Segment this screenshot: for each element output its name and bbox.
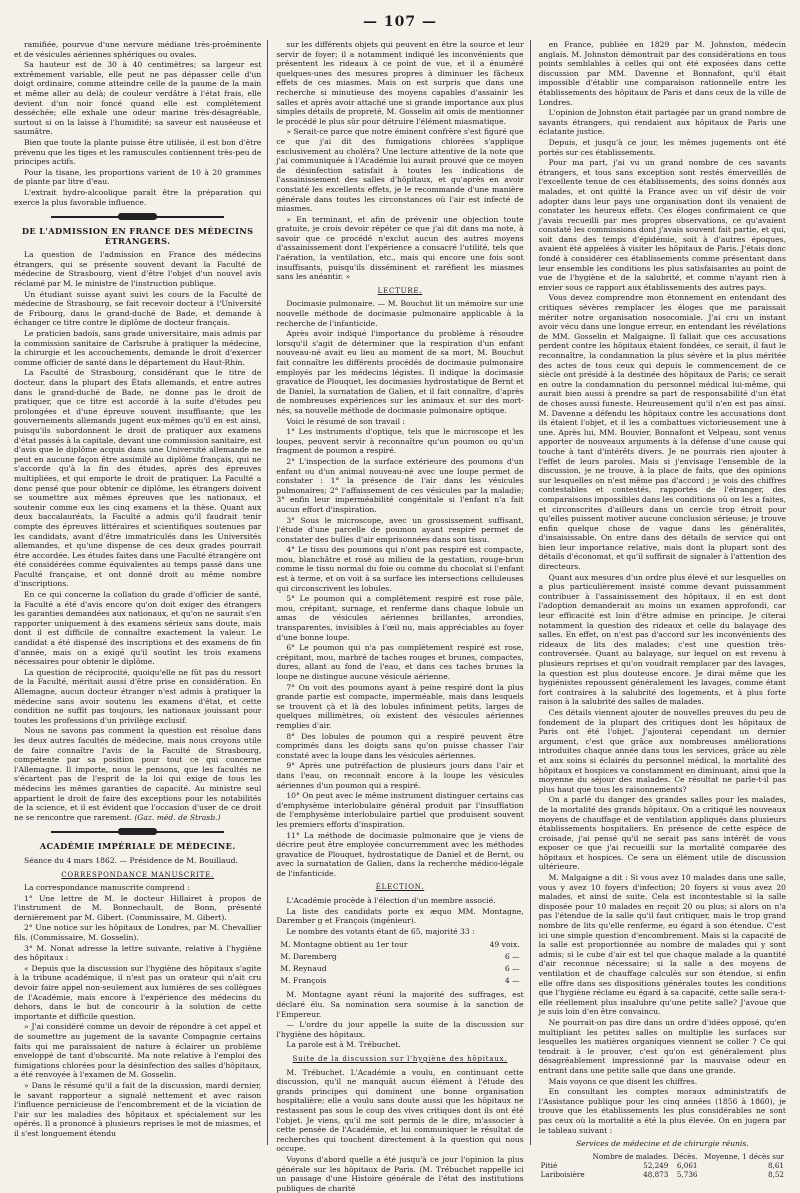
paragraph: 4° Le tissu des poumons qui n'ont pas respiré est compacte, mou, blanchâtre et rosé au milieu de la gestation, rouge-brun comme le tissu normal du foie ou comme du chocolat si l'enfant est à terme, et on voit à sa surface les intersections celluleuses qui circonscrivent les lobules.: [276, 545, 524, 593]
section-divider: [14, 213, 261, 220]
article-columns: [14, 40, 786, 1193]
table-header: Moyenne, 1 décès sur: [704, 1151, 784, 1161]
paragraph: 6° Le poumon qui n'a pas complétement respiré est rose, crépitant, mou, marbré de taches rouges et brunes, compactes, dures, allant au fond de l'eau, et dans ces taches brunes la loupe ne distingue aucune vésicule aérienne.: [276, 643, 524, 681]
paragraph: On a parlé du danger des grandes salles pour les malades, de la mortalité des grands hôpitaux. On a critiqué les nouveaux moyens de chauffage et de ventilation appliqués dans plusieurs établissements hospitaliers. En présence de cette espèce de croisade, j'ai pensé qu'il ne serait pas sans intérêt de vous exposer ce que j'ai recueilli sur la mortalité comparée des hôpitaux et hospices. Ce sera un élément utile de discussion ultérieure.: [538, 795, 786, 872]
paragraph: Voici le résumé de son travail :: [286, 416, 405, 426]
table-header: Décès.: [673, 1151, 698, 1161]
section-title-academie: ACADÉMIE IMPÉRIALE DE MÉDECINE.: [39, 841, 236, 852]
paragraph: La question de l'admission en France des médecins étrangers, qui se présente souvent devant la Faculté de médecine de Strasbourg, vient d'être l'objet d'un nouvel avis réclamé par M. le ministre de l'instruction publique.: [14, 250, 262, 289]
mortality-table: [539, 1152, 786, 1179]
paragraph: Ces détails viennent ajouter de nouvelles preuves du peu de fondement de la plupart des critiques dont les hôpitaux de Paris ont été l'objet. J'ajouterai cependant un dernier argument, c'est que grâce aux nombreuses améliorations introduites chaque année dans tous les services, grâce au zèle et aux soins si éclairés du personnel médical, la mortalité des hôpitaux et hospices va constamment en diminuant, ainsi que la moyenne du séjour des malades. Ce résultat ne parle-t-il pas plus haut que tous les raisonnements?: [538, 707, 786, 794]
table-cell: Lariboisière: [540, 1169, 585, 1179]
paragraph-text: Nous ne savons pas comment la question est résolue dans les deux autres facultés de médecine, mais nous croyons utile de faire connaître l'avis de la Faculté de Strasbourg, compétente par sa position pour tout ce qui concerne l'Allemagne. Il importe, nous le pensons, que les facultés ne s'écartent pas de l'esprit de la loi qui exige de tous les médecins les mêmes garanties de capacité. Au ministre seul appartient le droit de faire des exceptions pour les notabilités de la science, et il est évident que l'occasion d'user de ce droit ne se rencontre que rarement.: [14, 726, 262, 822]
table-row: [278, 976, 521, 986]
table-cell: 8,61: [767, 1160, 784, 1170]
table-row: [278, 964, 521, 974]
paragraph: Bien que toute la plante puisse être utilisée, il est bon d'être prévenu que les tiges et les ramuscules contiennent très-peu de principes actifs.: [14, 137, 262, 167]
paragraph: « Depuis que la discussion sur l'hygiène des hôpitaux s'agite à la tribune académique, il n'est pas un orateur qui n'ait cru devoir faire appel non-seulement aux lumières de ses collègues de l'Académie, mais encore à l'expérience des médecins du dehors, dans le but de concourir à la solution de cette importante et difficile question.: [14, 963, 262, 1021]
table-row: [539, 1161, 786, 1170]
table-header: [539, 1152, 588, 1161]
paragraph: La liste des candidats porte ex æquo MM. Montagne, Darember g et François (ingénieur).: [276, 906, 524, 926]
paragraph: sur les différents objets qui peuvent en être la source et leur servir de foyer; il a notamment indiqué les inconvénients que présentent les rideaux à ce point de vue, et il a énuméré quelques-unes des mesures propres à diminuer les fâcheux effets de ces miasmes. Mais on est surpris que dans une recherche si minutieuse des moyens capables d'assainir les salles et après avoir attaché une si grande importance aux plus simples détails de propreté, M. Gosselin ait omis de mentionner le procédé le plus sûr pour détruire l'élément miasmatique.: [276, 40, 524, 126]
paragraph: 2° Une notice sur les hôpitaux de Londres, par M. Chevallier fils. (Commissaire, M. Gosselin).: [14, 923, 262, 943]
vote-candidate: M. François: [280, 976, 327, 986]
paragraph: » En terminant, et afin de prévenir une objection toute gratuite, je crois devoir répéter ce que j'ai dit dans ma note, à savoir que ce procédé n'exclut aucun des autres moyens d'assainissement dont l'expérience a consacré l'utilité, tels que l'aération, la ventilation, etc., mais qui encore une fois sont insuffisants, puisqu'ils disséminent et raréfient les miasmes sans les anéantir. »: [276, 214, 524, 282]
table-cell: 5,736: [676, 1169, 698, 1179]
vote-candidate: M. Reynaud: [280, 964, 327, 974]
subsection-title-suite: Suite de la discussion sur l'hygiène des hôpitaux.: [292, 1055, 508, 1063]
table-cell: 6,061: [676, 1160, 698, 1170]
column-left: [14, 40, 268, 1145]
paragraph: 3° Sous le microscope, avec un grossissement suffisant, l'étude d'une parcelle de poumon ayant respiré permet de constater des bulles d'air emprisonnées dans son tissu.: [276, 515, 524, 544]
subsection-title-correspondance: CORRESPONDANCE MANUSCRITE.: [61, 870, 215, 879]
stat-table-title: Services de médecine et de chirurgie réunis.: [575, 1139, 749, 1149]
paragraph: Pour ma part, j'ai vu un grand nombre de ces savants étrangers, et tous sans exception sont restés émerveillés de l'excellente tenue de ces établissements, des soins donnés aux malades, et ont quitté la France avec un vif désir de voir adopter dans leur pays une organisation dont ils venaient de constater les heureux effets. Ces éloges confirmaient ce que j'avais recueilli par mes propres observations, ce qu'avaient constaté les commissions dont j'avais souvent fait partie, et qui, soit dans des temps d'épidémie, soit à d'autres époques, avaient été appelées à visiter les hôpitaux de Paris. J'étais donc fondé à considérer ces établissements comme présentant dans leur ensemble les conditions les plus satisfaisantes au point de vue de l'hygiène et de la salubrité, et comme n'ayant rien à envier sous ce rapport aux établissements des autres pays.: [538, 158, 786, 292]
vote-table: [276, 938, 523, 988]
paragraph: 9° Après une putréfaction de plusieurs jours dans l'air et dans l'eau, on reconnaît encore à la loupe les vésicules aériennes d'un poumon qui a respiré.: [276, 761, 524, 790]
paragraph: La question de réciprocité, quoiqu'elle ne fût pas du ressort de la Faculté, méritait aussi d'être prise en considération. En Allemagne, aucun docteur étranger n'est admis à pratiquer la médecine sans avoir soutenu les examens d'état, et cette condition ne suffit pas toujours, les nationaux jouissant pour toutes les professions d'un privilège exclusif.: [14, 667, 262, 725]
table-cell: 8,52: [767, 1169, 784, 1179]
paragraph: 1° Les instruments d'optique, tels que le microscope et les loupes, peuvent servir à reconnaître qu'un poumon ou qu'un fragment de poumon a respiré.: [276, 427, 524, 456]
paragraph: En consultant les comptes moraux administratifs de l'Assistance publique pour les cinq années (1856 à 1860), je trouve que les établissements les plus considérables ne sont pas ceux où la mortalité a été la plus élevée. On en jugera par le tableau suivant :: [538, 1087, 786, 1135]
paragraph: Le nombre des votants étant de 65, majorité 33 :: [286, 926, 475, 936]
paragraph: [14, 726, 261, 822]
subsection-title-election: ÉLECTION.: [375, 883, 425, 892]
paragraph: — L'ordre du jour appelle la suite de la discussion sur l'hygiène des hôpitaux.: [276, 1020, 524, 1039]
paragraph: Mais voyons ce que disent les chiffres.: [548, 1076, 698, 1086]
table-cell: Pitié: [540, 1160, 558, 1170]
paragraph: 8° Des lobules de poumon qui a respiré peuvent être comprimés dans les doigts sans qu'on puisse chasser l'air constaté avec la loupe dans les vésicules aériennes.: [276, 731, 524, 760]
column-right: [538, 40, 786, 1179]
paragraph: M. Trébuchet. L'Académie a voulu, en continuant cette discussion, qu'il ne manquât aucun élément à l'étude des grands principes qui dominent une bonne organisation hospitalière; elle a voulu sans doute aussi que les hôpitaux ne restassent pas sous le coup des vives critiques dont ils ont été l'objet. Je viens, qu'il me soit permis de le dire, m'associer à cette pensée de l'Académie, et lui communiquer le résultat de recherches qui touchent directement à la question qui nous occupe.: [276, 1067, 524, 1154]
paragraph: 1° Une lettre de M. le docteur Hillairet à propos de l'instrument de M. Bonnechault, de Bonn, présenté dernièrement par M. Gibert. (Commissaire, M. Gibert).: [14, 893, 262, 922]
vote-count: 4 —: [504, 976, 520, 986]
paragraph: Voyons d'abord quelle a été jusqu'à ce jour l'opinion la plus générale sur les hôpitaux de Paris. (M. Trébuchet rappelle ici un passage d'une Histoire générale de l'état des institutions publiques de charité: [276, 1154, 524, 1193]
paragraph: Après avoir indiqué l'importance du problème à résoudre lorsqu'il s'agit de déterminer que la respiration d'un enfant nouveau-né avait eu lieu au moment de sa mort, M. Bouchut fait connaître les différents procédés de docimasie pulmonaire employés par les médecins légistes. Il indique la docimasie gravatice de Plouquet, les docimasies hydrostatique de Bernt et de Daniel, la surnatation de Galien, et il fait connaître, d'après de nombreuses expériences sur les animaux et sur des mort-nés, sa nouvelle méthode de docimasie pulmonaire optique.: [276, 329, 524, 415]
subsection-title-lecture: LECTURE.: [377, 286, 423, 295]
paragraph: M. Malgaigne a dit : Si vous avez 10 malades dans une salle, vous y avez 10 foyers d'infection; 20 foyers si vous avez 20 malades, et ainsi de suite. Cela est incontestable si la salle disposée pour 10 malades en reçoit 20 ou plus; si alors on n'a pas l'étendue de la salle qu'il faut critiquer, mais le trop grand nombre de lits qu'elle renferme, eu égard à son étendue. C'est ici une simple question d'encombrement. Mais si la capacité de la salle est proportionnée au nombre de malades qui y sont admis; si le cube d'air est tel que chaque malade a la quantité d'air reconnue nécessaire; si la salle a des moyens de ventilation et de chauffage calculés sur son étendue, si enfin elle offre dans ses dispositions générales toutes les conditions que l'hygiène réclame eu égard à sa capacité, cette salle sera-t-elle réellement plus insalubre qu'une petite salle? J'avoue que je suis loin d'en être convaincu.: [538, 873, 786, 1017]
paragraph: Sa hauteur est de 30 à 40 centimètres; sa largeur est extrêmement variable, elle peut ne pas dépasser celle d'un doigt ordinaire, comme atteindre celle de la paume de la main et même aller au delà; de couleur verdâtre à l'état frais, elle devient d'un noir foncé quand elle est complétement desséchée; elle exhale une odeur marine très-désagréable, surtout si on la laisse à l'humidité; sa saveur est nauséeuse et saumâtre.: [14, 60, 262, 137]
table-row: [278, 952, 521, 962]
paragraph: 7° On voit des poumons ayant à peine respiré dont la plus grande partie est compacte, imperméable, mais dans lesquels se trouvent çà et là des lobules infiniment petits, larges de quelques millimètres, où existent des vésicules aériennes remplies d'air.: [276, 682, 524, 730]
paragraph: Ne pourrait-on pas dire dans un ordre d'idées opposé, qu'en multipliant les petites salles on multiplie les surfaces sur lesquelles les matières organiques viennent se coller ? Ce qui tendrait à le prouver, c'est qu'on est généralement plus désagréablement impressionné par la mauvaise odeur en entrant dans une petite salle que dans une grande.: [538, 1017, 786, 1075]
vote-count: 6 —: [504, 952, 520, 962]
paragraph: en France, publiée en 1829 par M. Johnston, médecin anglais. M. Johnston démontrait par des considérations en tous points semblables à celles qui ont été exposées dans cette discussion par MM. Davenne et Bonnafont, qu'il était impossible d'établir une comparaison rationnelle entre les établissements des hôpitaux de Paris et dans ceux de la ville de Londres.: [538, 40, 786, 107]
paragraph: 3° M. Nonat adresse la lettre suivante, relative à l'hygiène des hôpitaux :: [14, 943, 262, 963]
session-line: Séance du 4 mars 1862. — Présidence de M. Bouillaud.: [24, 855, 238, 865]
table-row: [539, 1170, 786, 1179]
paragraph: » J'ai considéré comme un devoir de répondre à cet appel et de soumettre au jugement de la savante Compagnie certains faits qui me paraissaient de nature à éclairer un problème enveloppé de tant d'obscurité. Ma note relative à l'emploi des fumigations chlorées pour la désinfection des salles d'hôpitaux, a été renvoyée à l'examen de M. Gosselin.: [14, 1022, 262, 1080]
paragraph: M. Montagne ayant réuni la majorité des suffrages, est déclaré élu. Sa nomination sera soumise à la sanction de l'Empereur.: [276, 990, 524, 1019]
section-divider: [14, 828, 261, 835]
paragraph: Depuis, et jusqu'à ce jour, les mêmes jugements ont été portés sur ces établissements.: [538, 137, 786, 157]
paragraph: La correspondance manuscrite comprend :: [24, 883, 190, 893]
table-cell: 48,873: [643, 1169, 669, 1179]
paragraph: L'opinion de Johnston était partagée par un grand nombre de savants étrangers, qui rendaient aux hôpitaux de Paris une éclatante justice.: [538, 108, 786, 137]
paragraph: Un étudiant suisse ayant suivi les cours de la Faculté de médecine de Strasbourg, se fait recevoir docteur à l'Université de Fribourg, dans le grand-duché de Bade, et demande à échanger ce titre contre le diplôme de docteur français.: [14, 289, 262, 328]
column-middle: [276, 40, 530, 1193]
table-cell: 52,249: [643, 1160, 669, 1170]
section-title-admission: DE L'ADMISSION EN FRANCE DES MÉDECINS ÉTRANGERS.: [21, 226, 254, 246]
vote-candidate: M. Daremberg: [280, 952, 337, 962]
paragraph: 2° L'inspection de la surface extérieure des poumons d'un enfant ou d'un animal nouveau-né avec une loupe permet de constater : 1° la présence de l'air dans les vésicules pulmonaires; 2° l'affaissement de ces vésicules par la maladie; 3° enfin leur imperméabilité congénitale si l'enfant n'a fait aucun effort d'inspiration.: [276, 456, 524, 514]
paragraph: ramifiée, pourvue d'une nervure médiane très-proéminente et de vésicules aériennes sphériques ou ovales.: [14, 40, 262, 59]
paragraph: En ce qui concerne la collation du grade d'officier de santé, la Faculté a été d'avis encore qu'on doit exiger des étrangers les garanties demandées aux nationaux, et qu'on ne saurait s'en rapporter uniquement à des examens sérieux sans doute, mais dont il est difficile de connaître exactement la valeur. Le candidat a été dispensé des inscriptions et des examens de fin d'année, mais on a exigé qu'il soutînt les trois examens nécessaires pour obtenir le diplôme.: [14, 590, 262, 667]
page-number: — 107 —: [363, 14, 437, 30]
table-header-row: [539, 1152, 786, 1161]
paragraph: 5° Le poumon qui a complétement respiré est rose pâle, mou, crépitant, surnage, et renferme dans chaque lobule un amas de vésicules aériennes brillantes, arrondies, transparentes, invisibles à l'œil nu, mais appréciables au foyer d'une bonne loupe.: [276, 594, 524, 642]
paragraph: La parole est à M. Trébuchet.: [286, 1040, 401, 1050]
vote-count: 6 —: [504, 964, 520, 974]
table-header: Nombre de malades.: [592, 1151, 669, 1161]
paragraph: La Faculté de Strasbourg, considérant que le titre de docteur, dans la plupart des États allemands, et entre autres dans le grand-duché de Bade, ne donne pas le droit de pratiquer, que ce titre est accordé à la suite d'études peu prolongées et d'une épreuve souvent insuffisante; que les gouvernements allemands jugent eux-mêmes qu'il en est ainsi, puisqu'ils subordonnent le droit de pratiquer aux examens d'état passés à la capitale, devant une commission sanitaire, est d'avis que le diplôme acquis dans une Université allemande ne peut en aucune façon être assimilé au diplôme français, qui ne s'accorde qu'à la fin des études, après des épreuves multipliées, et qui emporte le droit de pratiquer. La Faculté a donc pensé que pour obtenir ce diplôme, les étrangers doivent se soumettre aux mêmes épreuves que les nationaux, et soutenir comme eux les cinq examens et la thèse. Quant aux deux baccalauréats, la Faculté a admis qu'il faudrait tenir compte des épreuves littéraires et scientifiques soutenues par les candidats, avant d'être immatriculés dans les Universités allemandes, et qu'une dispense de ces deux grades pourrait être accordée. Les études faites dans une Faculté étrangère ont été considérées comme équivalentes au temps passé dans une Faculté française, et ont donné droit au même nombre d'inscriptions.: [14, 368, 262, 589]
paragraph: Le praticien badois, sans grade universitaire, mais admis par la commission sanitaire de Carlsruhe à pratiquer la médecine, la chirurgie et les accouchements, demande le droit d'exercer comme officier de santé dans le département du Haut-Rhin.: [14, 329, 262, 367]
source-citation: (Gaz. méd. de Strasb.): [134, 812, 221, 822]
paragraph: L'Académie procède à l'élection d'un membre associé.: [286, 896, 496, 906]
vote-candidate: M. Montagne obtient au 1er tour: [280, 940, 408, 950]
paragraph: Quant aux mesures d'un ordre plus élevé et sur lesquelles on a plus particulièrement insisté comme devant puissamment contribuer à l'assainissement des hôpitaux, il en est dont l'adoption demanderait au moins un examen approfondi, car leur efficacité est loin d'être admise en principe. Je citerai notamment la question des rideaux et celle du balayage des salles. En effet, on n'est pas d'accord sur les inconvénients des rideaux de lits des malades; c'est une question très-controversée. Quant au balayage, sur lequel on est revenu à plusieurs reprises et qu'on voudrait remplacer par des lavages, la question est plus douteuse encore. Je dirai même que les hygiénistes repoussent généralement les lavages, comme étant fort contraires à la salubrité des logements, et à plus forte raison à la salubrité des salles de malades.: [538, 572, 786, 707]
vote-count: 49 voix.: [489, 940, 520, 950]
paragraph: Pour la tisane, les proportions varient de 10 à 20 grammes de plante par litre d'eau.: [14, 167, 262, 187]
paragraph: 11° La méthode de docimasie pulmonaire que je viens de décrire peut être employée concurremment avec les méthodes gravatice de Plouquet, hydrostatique de Daniel et de Bernt, ou avec la surnatation de Galien, dans la recherche médico-légale de l'infanticide.: [276, 830, 524, 878]
paragraph: Docimasie pulmonaire. — M. Bouchut lit un mémoire sur une nouvelle méthode de docimasie pulmonaire applicable à la recherche de l'infanticide.: [276, 299, 524, 328]
paragraph: L'extrait hydro-alcoolique paraît être la préparation qui exerce la plus favorable influence.: [14, 187, 262, 207]
paragraph: » Dans le résumé qu'il a fait de la discussion, mardi dernier, le savant rapporteur a signalé nettement et avec raison l'influence pernicieuse de l'encombrement et de la viciation de l'air sur les maladies des hôpitaux et spécialement sur les opérés. Il a prononcé à plusieurs reprises le mot de miasmes, et il s'est longuement étendu: [14, 1080, 262, 1138]
paragraph: 10° On peut avec le même instrument distinguer certains cas d'emphysème interlobulaire général produit par l'insufflation de l'emphysème interlobulaire partiel que produisent souvent les premiers efforts d'inspiration.: [276, 791, 524, 829]
paragraph: » Serait-ce parce que notre éminent confrère s'est figuré que ce que j'ai dit des fumigations chlorées s'applique exclusivement au choléra? Une lecture attentive de la note que j'ai communiquée à l'Académie lui aurait prouvé que ce moyen de désinfection satisfait à toutes les indications de l'assainissement des salles d'hôpitaux, et qu'après en avoir constaté les excellents effets, je le recommande d'une manière générale dans toutes les circonstances où l'air est infecté de miasmes.: [276, 127, 524, 214]
paragraph: Vous devez comprendre mon étonnement en entendant des critiques sévères remplacer les éloges que me paraissait mériter notre organisation nosocomiale. J'ai cru un instant avoir vécu dans une longue erreur, en entendant les révélations de MM. Gosselin et Malgaigne. Il fallait que ces accusations perdent contre les hôpitaux étaient fondées, ce serait, il faut le reconnaître, la condamnation la plus sévère et la plus méritée des actes de tous ceux qui depuis le commencement de ce siècle ont présidé à la destinée des hôpitaux de Paris; ce serait en outre la condamnation du personnel médical lui-même, qui aurait bien aussi à prendre sa part de responsabilité d'un état de choses aussi funeste. Heureusement qu'il n'en est pas ainsi. M. Davenne a défendu les hôpitaux contre les accusations dont ils étaient l'objet, et il les a combattues victorieusement une à une. Après lui, MM. Bouvier, Bonnafont et Velpeau, sont venus apporter de nouveaux arguments à la défense d'une cause qui touche à tant d'intérêts divers. Je ne pourrais rien ajouter à l'effet de leurs paroles. Mais si j'envisage l'ensemble de la discussion, je ne trouve, à la place de faits, que des opinions sur lesquelles on n'est même pas d'accord ; je vois des chiffres contestables et contestés, rapportés de l'étranger, des comparaisons impossibles dans les conditions où on les a faites, et circonscrites d'ailleurs dans un cercle trop étroit pour qu'elles puissent motiver aucune conclusion sérieuse; je trouve enfin quelque chose de vague dans les généralités, d'insaisissable. On entre dans des détails de service qui ont bien leur importance relative, mais dont la plupart sont des détails d'économat, et qu'il suffirait de signaler à l'attention des directeurs.: [538, 293, 786, 572]
table-row: [278, 940, 521, 950]
